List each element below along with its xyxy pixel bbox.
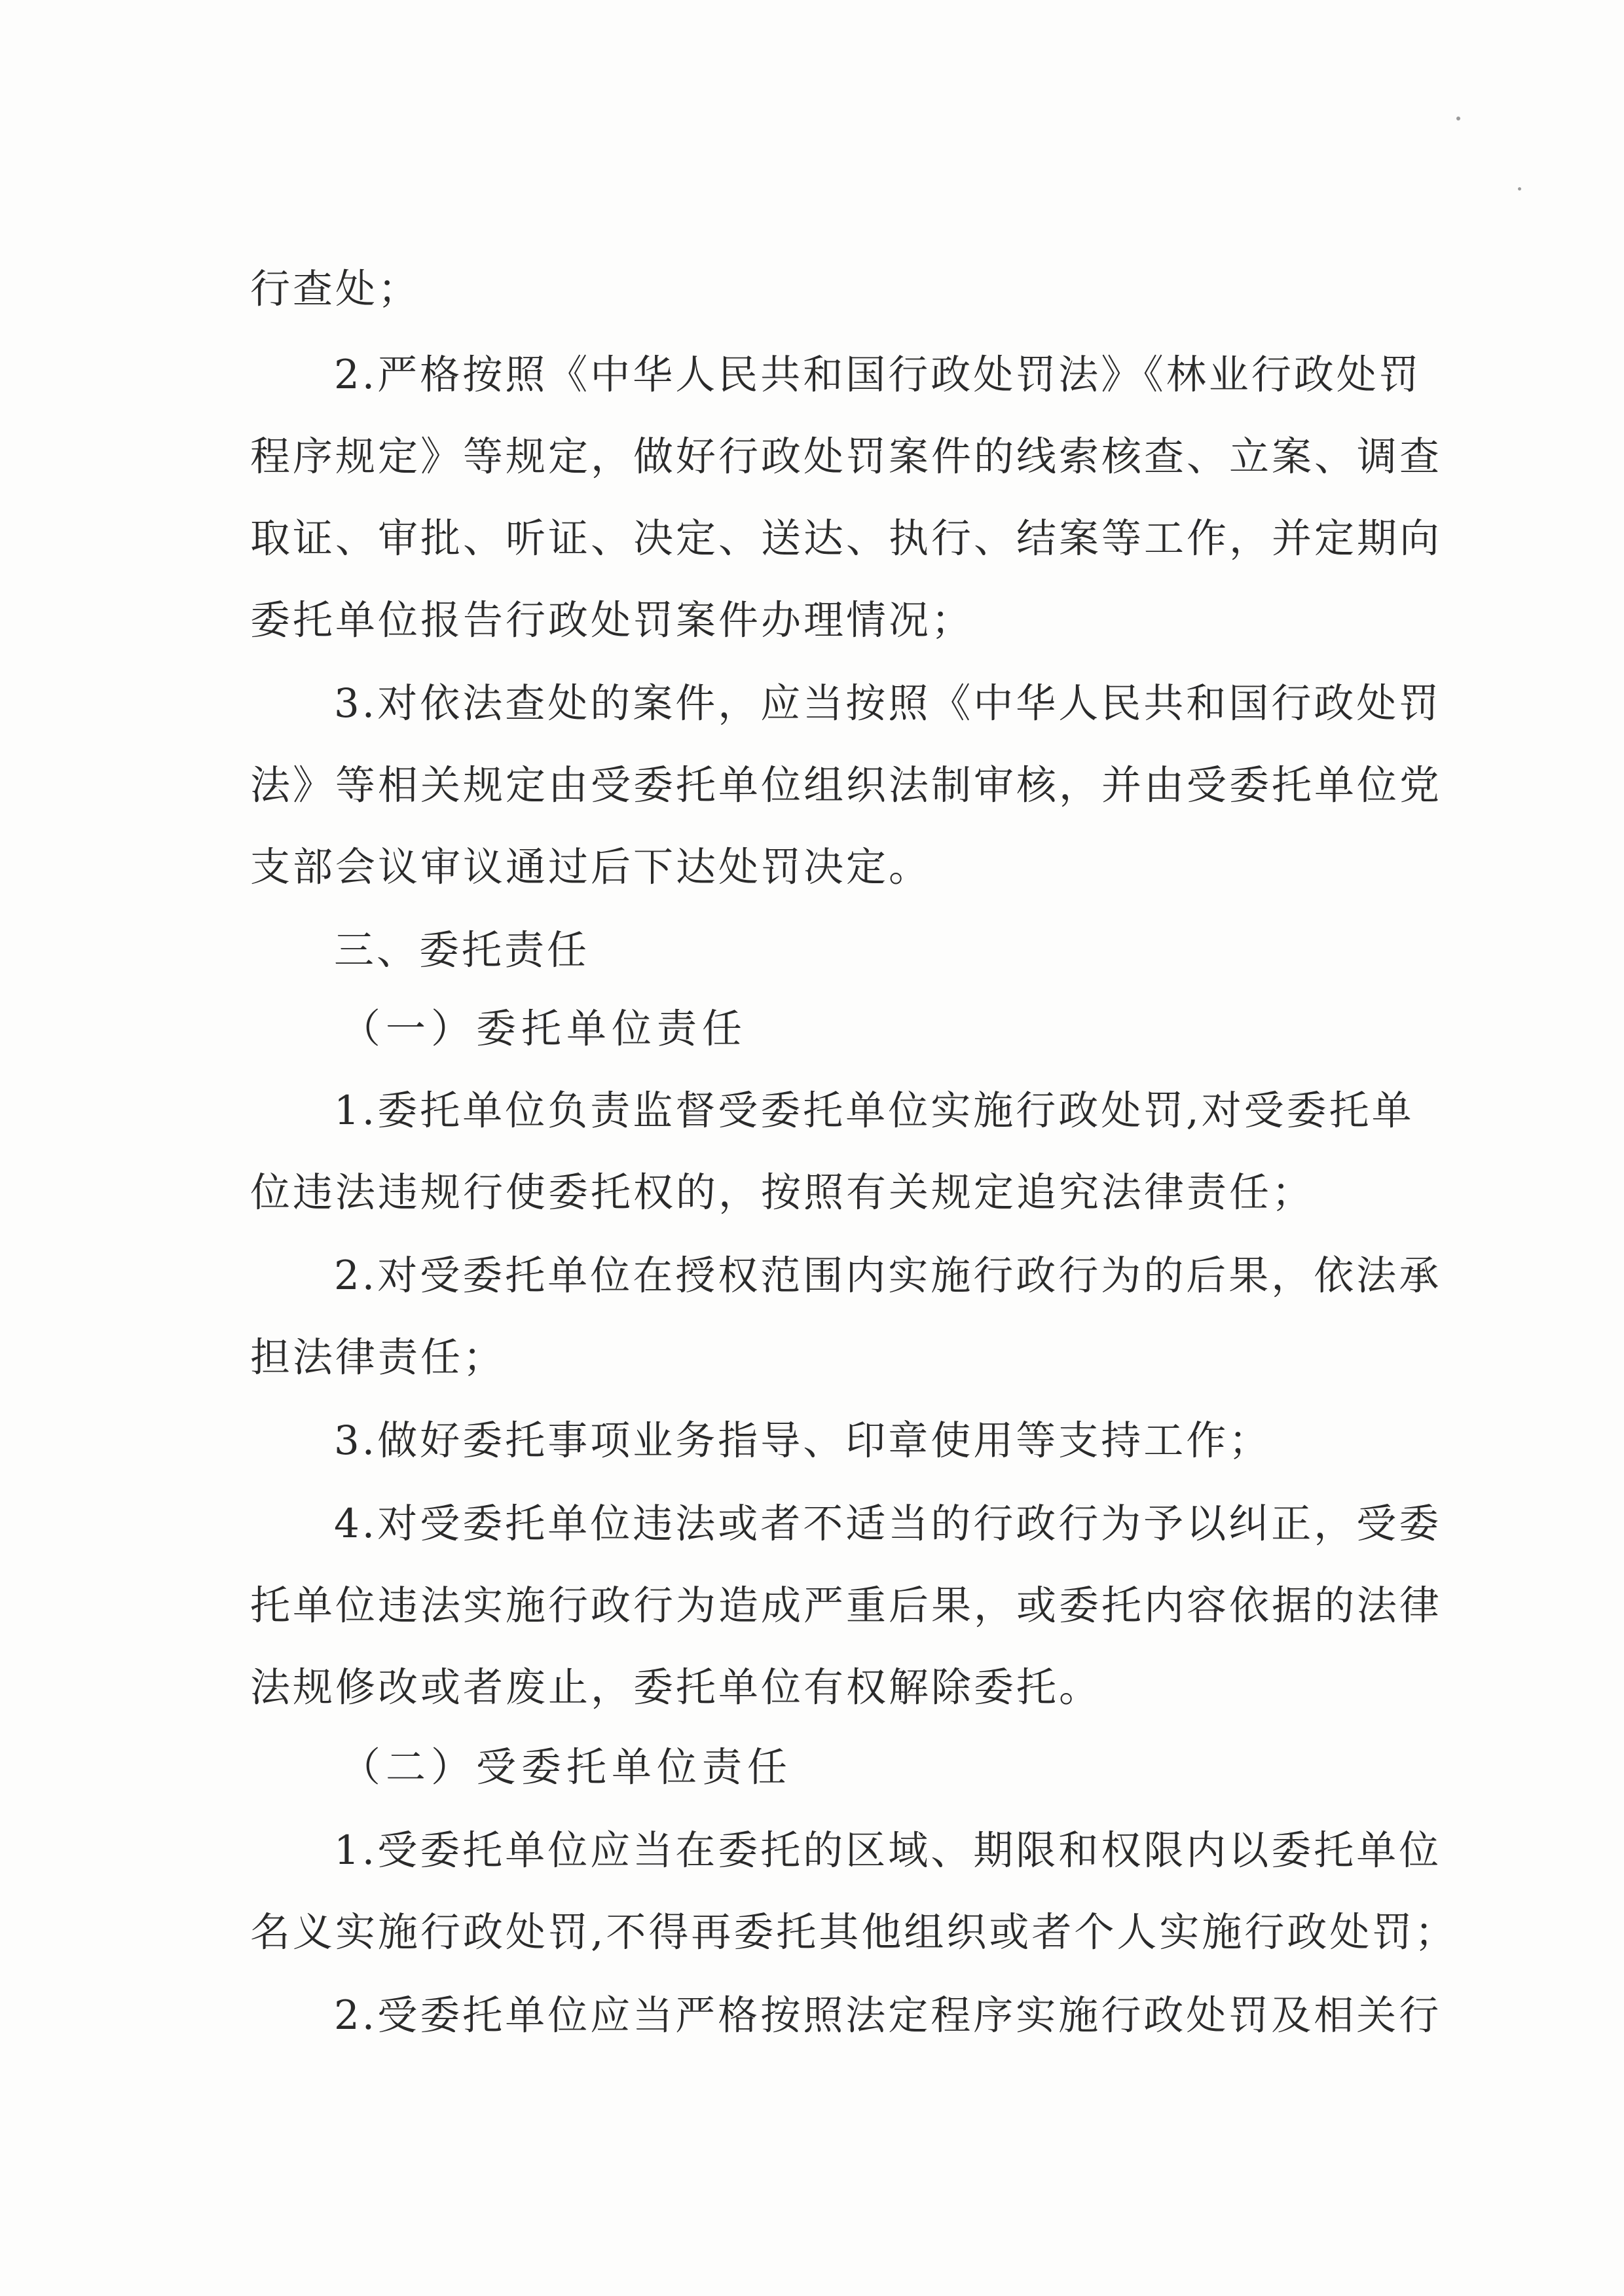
paragraph-3-line-3: 支部会议审议通过后下达处罚决定。 (250, 844, 932, 890)
trustee-item-1-line-2: 名义实施行政处罚,不得再委托其他组织或者个人实施行政处罚； (250, 1909, 1458, 1956)
item-1-line-2: 位违法违规行使委托权的，按照有关规定追究法律责任； (250, 1169, 1315, 1216)
item-4-line-3: 法规修改或者废止，委托单位有权解除委托。 (250, 1664, 1102, 1711)
paragraph-2-line-1: 2.严格按照《中华人民共和国行政处罚法》《林业行政处罚 (334, 352, 1422, 398)
paragraph-2-line-3: 取证、审批、听证、决定、送达、执行、结案等工作，并定期向 (250, 515, 1443, 562)
paragraph-2-line-4: 委托单位报告行政处罚案件办理情况； (250, 597, 974, 644)
paragraph-3-line-2: 法》等相关规定由受委托单位组织法制审核，并由受委托单位党 (250, 762, 1443, 809)
subsection-heading-2: （二）受委托单位责任 (341, 1744, 793, 1791)
trustee-item-1-line-1: 1.受委托单位应当在委托的区域、期限和权限内以委托单位 (334, 1827, 1442, 1874)
item-2-line-2: 担法律责任； (250, 1334, 506, 1381)
item-1-line-1: 1.委托单位负责监督受委托单位实施行政处罚,对受委托单 (334, 1087, 1414, 1134)
paragraph-3-line-1: 3.对依法查处的案件，应当按照《中华人民共和国行政处罚 (334, 680, 1442, 727)
paragraph-2-line-2: 程序规定》等规定，做好行政处罚案件的线索核查、立案、调查 (250, 433, 1443, 480)
scan-speck (1518, 187, 1521, 191)
scan-speck (1456, 117, 1460, 120)
body-text-line: 行查处； (250, 266, 421, 312)
section-heading: 三、委托责任 (334, 927, 590, 974)
subsection-heading-1: （一）委托单位责任 (341, 1006, 748, 1052)
item-3-line-1: 3.做好委托事项业务指导、印章使用等支持工作； (334, 1417, 1272, 1464)
trustee-item-2-line-1: 2.受委托单位应当严格按照法定程序实施行政处罚及相关行 (334, 1992, 1442, 2039)
item-2-line-1: 2.对受委托单位在授权范围内实施行政行为的后果，依法承 (334, 1252, 1442, 1299)
item-4-line-1: 4.对受委托单位违法或者不适当的行政行为予以纠正，受委 (334, 1501, 1442, 1547)
item-4-line-2: 托单位违法实施行政行为造成严重后果，或委托内容依据的法律 (250, 1582, 1443, 1629)
